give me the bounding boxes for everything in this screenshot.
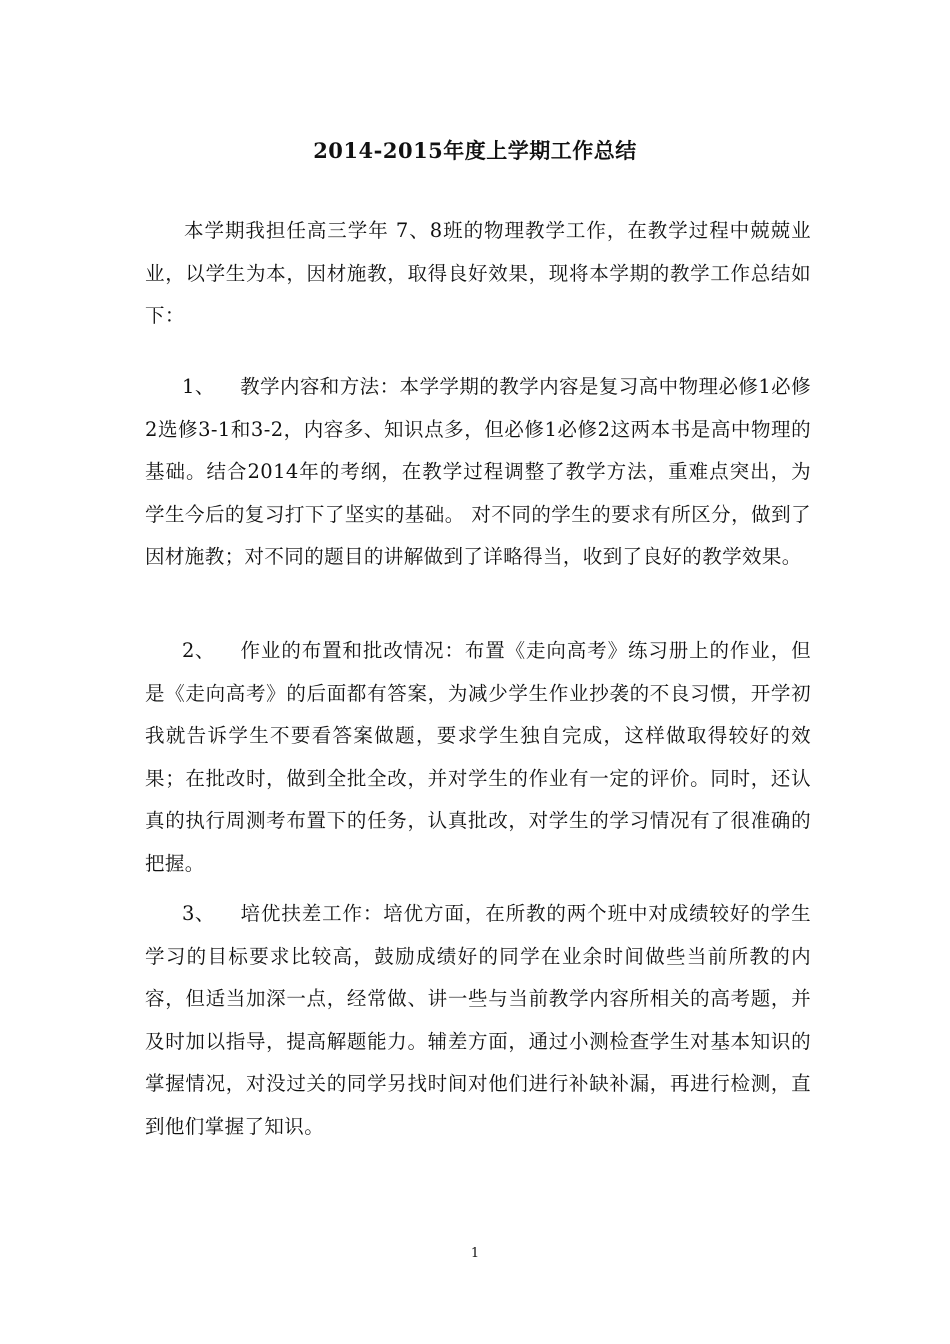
page-number: 1 <box>470 1246 480 1261</box>
list-item-number: 3、 <box>182 902 215 925</box>
list-item-text: 作业的布置和批改情况：布置《走向高考》练习册上的作业，但是《走向高考》的后面都有答案，为减少学生作业抄袭的不良习惯，开学初我就告诉学生不要看答案做题，要求学生独自完成，这样做取得较好的效果；在批改时，做到全批全改，并对学生的作业有一定的评价。同时，还认真的执行周测考布置下的任务，认真批改，对学生的学习情况有了很准确的把握。 <box>145 639 811 875</box>
list-item-number: 2、 <box>182 639 215 662</box>
list-item-text: 培优扶差工作：培优方面，在所教的两个班中对成绩较好的学生学习的目标要求比较高，鼓励成绩好的同学在业余时间做些当前所教的内容，但适当加深一点，经常做、讲一些与当前教学内容所相关的高考题，并及时加以指导，提高解题能力。辅差方面，通过小测检查学生对基本知识的掌握情况，对没过关的同学另找时间对他们进行补缺补漏，再进行检测，直到他们掌握了知识。 <box>145 902 811 1138</box>
list-item <box>145 893 811 1149</box>
intro-paragraph: 本学期我担任高三学年 7、8班的物理教学工作，在教学过程中兢兢业业，以学生为本，因材施教，取得良好效果，现将本学期的教学工作总结如下： <box>145 219 811 328</box>
list-item <box>145 366 811 579</box>
list-item-text: 教学内容和方法：本学学期的教学内容是复习高中物理必修1必修2选修3-1和3-2，内容多、知识点多，但必修1必修2这两本书是高中物理的基础。结合2014年的考纲，在教学过程调整了教学方法，重难点突出，为学生今后的复习打下了坚实的基础。 对不同的学生的要求有所区分，做到了因材施教；对不同的题目的讲解做到了详略得当，收到了良好的教学效果。 <box>145 375 811 569</box>
list-item-number: 1、 <box>182 375 215 398</box>
list-item <box>145 630 811 886</box>
document-title: 2014-2015年度上学期工作总结 <box>313 138 637 163</box>
